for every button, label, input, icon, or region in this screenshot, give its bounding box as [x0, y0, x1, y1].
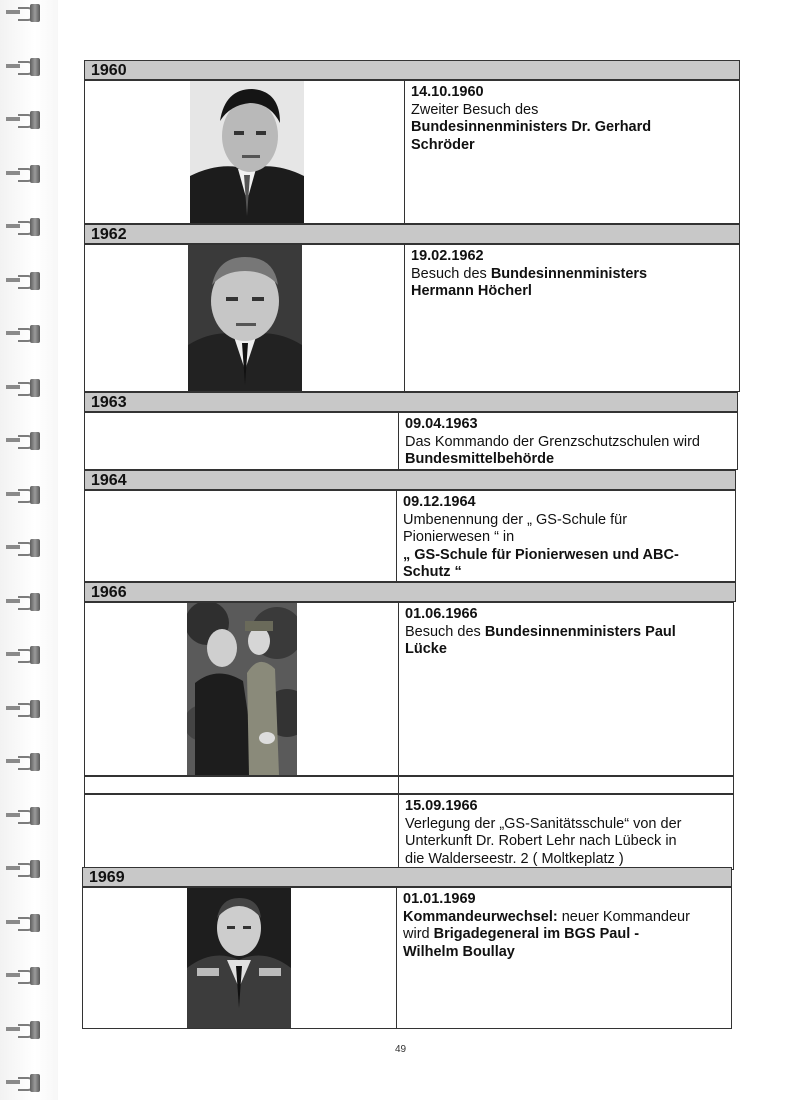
entry-1964	[84, 490, 736, 582]
entry-text-bold: Wilhelm Boullay	[403, 943, 515, 960]
entry-text-line: wird	[403, 926, 434, 942]
binding-ring	[6, 1074, 46, 1094]
entry-text-line: Umbenennung der „ GS-Schule für	[403, 511, 628, 528]
year-header-1969	[82, 867, 732, 887]
year-header-1963	[84, 392, 738, 412]
year-label: 1963	[91, 394, 127, 411]
binding-ring	[6, 58, 46, 78]
binding-ring	[6, 379, 46, 399]
binding-ring	[6, 753, 46, 773]
entry-text-line: Unterkunft Dr. Robert Lehr nach Lübeck in	[405, 833, 677, 849]
entry-text-line: Verlegung der „GS-Sanitätsschule“ von der	[405, 815, 682, 832]
photo-cell	[85, 603, 399, 775]
entry-date: 14.10.1960	[411, 84, 484, 100]
photo-luecke-visit	[187, 603, 297, 775]
photo-cell	[85, 81, 405, 223]
photo-cell	[83, 888, 397, 1028]
binding-ring	[6, 111, 46, 131]
entry-date: 09.12.1964	[403, 494, 476, 510]
entry-date: 01.01.1969	[403, 891, 476, 907]
entry-1966-a	[84, 602, 734, 776]
empty-row	[84, 776, 734, 794]
entry-text	[399, 413, 737, 469]
entry-text-bold: „ GS-Schule für Pionierwesen und ABC-	[403, 546, 679, 563]
year-label: 1962	[91, 226, 127, 243]
entry-text	[397, 888, 731, 1028]
year-header-1960	[84, 60, 740, 80]
entry-text-line: Das Kommando der Grenzschutzschulen wird	[405, 433, 700, 450]
empty-cell	[85, 777, 399, 793]
portrait-photo-boullay	[187, 888, 291, 1028]
binding-ring	[6, 914, 46, 934]
entry-text-bold: Hermann Höcherl	[411, 283, 532, 299]
photo-cell	[85, 795, 399, 869]
year-header-1966	[84, 582, 736, 602]
entry-text-line: neuer Kommandeur	[557, 908, 690, 925]
binding-ring	[6, 646, 46, 666]
entry-1960	[84, 80, 740, 224]
entry-date: 01.06.1966	[405, 606, 478, 622]
spiral-binding	[0, 0, 58, 1100]
entry-1966-b	[84, 794, 734, 870]
binding-ring	[6, 325, 46, 345]
entry-date: 15.09.1966	[405, 798, 478, 814]
binding-ring	[6, 539, 46, 559]
entry-text-line: Zweiter Besuch des	[411, 101, 539, 118]
portrait-photo-hoecherl	[188, 245, 302, 391]
photo-cell	[85, 413, 399, 469]
entry-text-line: Pionierwesen “ in	[403, 529, 515, 545]
entry-text-bold: Brigadegeneral im BGS Paul -	[433, 926, 640, 942]
entry-text-bold: Bundesinnenministers Dr. Gerhard	[411, 119, 652, 135]
entry-text-line: Besuch des	[405, 623, 485, 640]
binding-ring	[6, 1021, 46, 1041]
page-number: 49	[394, 1044, 407, 1055]
entry-text	[405, 81, 739, 223]
binding-ring	[6, 432, 46, 452]
entry-text-bold: Schutz “	[403, 564, 462, 580]
binding-ring	[6, 807, 46, 827]
entry-text-bold: Lücke	[405, 641, 447, 657]
entry-text-line: Besuch des	[411, 265, 491, 282]
entry-text	[399, 603, 733, 775]
binding-ring	[6, 486, 46, 506]
binding-ring	[6, 272, 46, 292]
binding-ring	[6, 967, 46, 987]
photo-cell	[85, 491, 397, 581]
entry-text-bold: Bundesinnenministers	[490, 265, 648, 282]
photo-cell	[85, 245, 405, 391]
entry-date: 09.04.1963	[405, 416, 478, 432]
entry-text-bold: Kommandeurwechsel:	[403, 908, 558, 925]
binding-ring	[6, 593, 46, 613]
year-header-1964	[84, 470, 736, 490]
entry-text-bold: Schröder	[411, 136, 475, 153]
binding-ring	[6, 218, 46, 238]
binding-ring	[6, 860, 46, 880]
entry-text-bold: Bundesmittelbehörde	[405, 451, 555, 467]
entry-text-bold: Bundesinnenministers Paul	[484, 623, 676, 640]
entry-text	[397, 491, 735, 581]
entry-text	[399, 795, 733, 869]
year-label: 1969	[89, 869, 125, 886]
entry-1969	[82, 887, 732, 1029]
entry-text-line: die Walderseestr. 2 ( Moltkeplatz )	[405, 850, 624, 867]
entry-1962	[84, 244, 740, 392]
year-label: 1964	[91, 472, 127, 489]
entry-date: 19.02.1962	[411, 248, 484, 264]
entry-1963	[84, 412, 738, 470]
binding-ring	[6, 700, 46, 720]
year-label: 1966	[91, 584, 127, 601]
binding-ring	[6, 4, 46, 24]
year-label: 1960	[91, 62, 127, 79]
portrait-photo-schroeder	[190, 81, 304, 223]
year-header-1962	[84, 224, 740, 244]
entry-text	[405, 245, 739, 391]
binding-ring	[6, 165, 46, 185]
